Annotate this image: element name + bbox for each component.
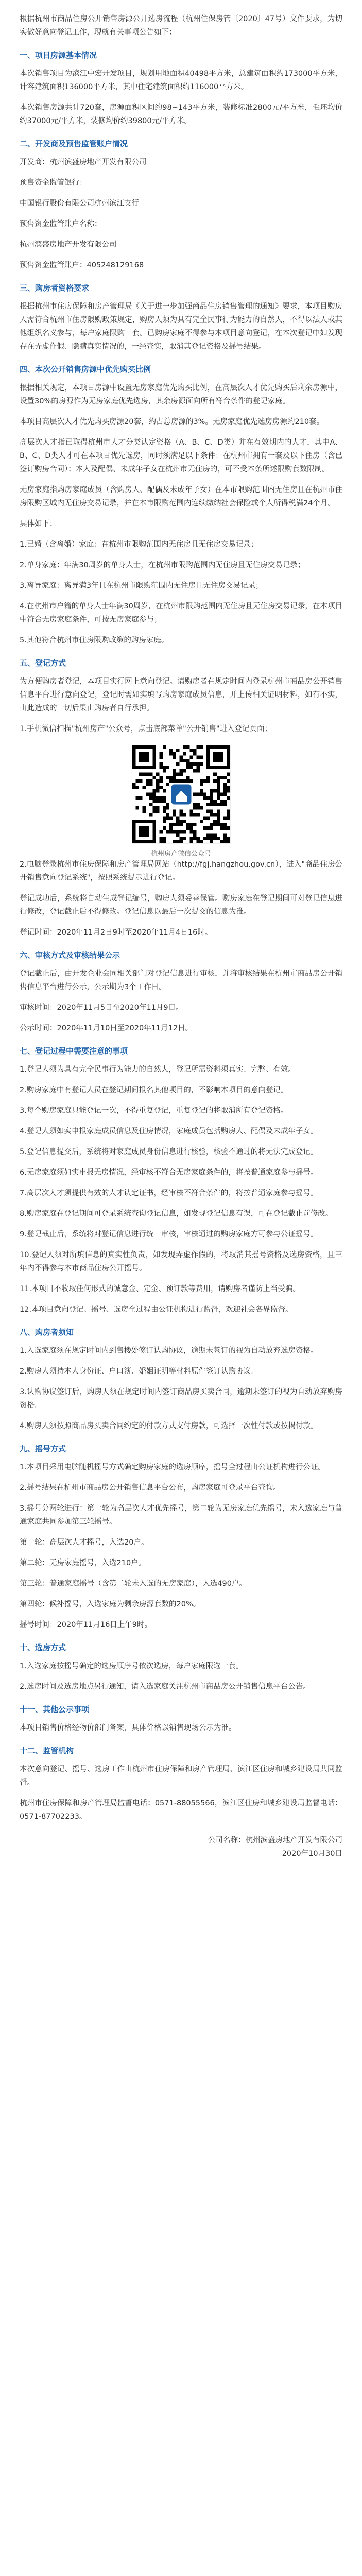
section-paragraph: 具体如下： [20, 520, 57, 528]
section-paragraph: 12.本项目意向登记、摇号、选房全过程由公证机构进行监督，欢迎社会各界监督。 [20, 1306, 293, 1314]
section-paragraph: 杭州滨盛房地产开发有限公司 [20, 241, 117, 249]
section-paragraph: 1.手机微信扫描"杭州房产"公众号，点击底部菜单"公开销售"进入登记页面； [20, 725, 272, 733]
section-paragraph: 第四轮：候补摇号，入选家庭为剩余房源套数的20%。 [20, 1600, 201, 1608]
section-paragraph: 2.单身家庭：年满30周岁的单身人士，在杭州市限购范围内无住房且无住房交易记录； [20, 561, 305, 569]
section-heading: 二、开发商及预售监管账户情况 [20, 139, 128, 148]
qr-caption: 杭州房产微信公众号 [150, 850, 211, 858]
footer [20, 1834, 342, 1860]
section-paragraph: 10.登记人须对所填信息的真实性负责，如发现弄虚作假的，将取消其摇号资格及选房资格，且三年内不得参与本市商品住房公开摇号。 [20, 1251, 342, 1273]
section-paragraph: 本项目销售价格经物价部门备案，具体价格以销售现场公示为准。 [20, 1724, 236, 1732]
section-paragraph: 本次销售房源共计720套，房源面积区间约98~143平方米，装修标准2800元/平方米，毛坯均价约37000元/平方米，装修均价约39800元/平方米。 [20, 104, 342, 125]
section-heading: 四、本次公开销售房源中优先购买比例 [20, 365, 151, 374]
section-heading: 十、选房方式 [20, 1643, 66, 1652]
section-heading: 六、审核方式及审核结果公示 [20, 951, 120, 960]
announcement-sections-continued [20, 858, 342, 1823]
section-paragraph: 第一轮：高层次人才摇号，入选20户。 [20, 1538, 149, 1547]
section-paragraph: 4.在杭州市户籍的单身人士年满30周岁，在杭州市限购范围内无住房且无住房交易记录，在本项目中符合无房家庭条件，可按无房家庭参与； [20, 602, 342, 624]
section-paragraph: 第二轮：无房家庭摇号，入选210户。 [20, 1559, 146, 1567]
section-heading: 八、购房者须知 [20, 1328, 74, 1337]
section-paragraph: 3.离异家庭：离异满3年且在杭州市限购范围内无住房且无住房交易记录； [20, 582, 263, 590]
section-paragraph: 1.入选家庭须在规定时间内到售楼处签订认购协议，逾期未签订的视为自动放弃选房资格。 [20, 1347, 318, 1355]
section-paragraph: 中国银行股份有限公司杭州滨江支行 [20, 199, 139, 208]
section-paragraph: 6.无房家庭须如实申报无房情况，经审核不符合无房家庭条件的，将按普通家庭参与摇号。 [20, 1168, 318, 1177]
section-heading: 十二、监管机构 [20, 1746, 74, 1755]
section-heading: 九、摇号方式 [20, 1444, 66, 1453]
section-paragraph: 3.摇号分两轮进行：第一轮为高层次人才优先摇号，第二轮为无房家庭优先摇号，未入选家庭与普通家庭共同参加第三轮摇号。 [20, 1504, 342, 1526]
section-paragraph: 2.购房人须持本人身份证、户口簿、婚姻证明等材料原件签订认购协议。 [20, 1367, 258, 1376]
section-heading: 十一、其他公示事项 [20, 1705, 90, 1714]
section-paragraph: 2.购房家庭中有登记人员在登记期间报名其他项目的，不影响本项目的意向登记。 [20, 1086, 288, 1094]
section-paragraph: 11.本项目不收取任何形式的诚意金、定金、预订款等费用，请购房者谨防上当受骗。 [20, 1285, 301, 1293]
section-paragraph: 预售资金监管账户：405248129168 [20, 261, 144, 269]
section-heading: 一、项目房源基本情况 [20, 50, 97, 60]
section-paragraph: 3.每个购房家庭只能登记一次，不得重复登记，重复登记的将取消所有登记资格。 [20, 1107, 288, 1115]
section-paragraph: 4.登记人须如实申报家庭成员信息及住房情况，家庭成员包括购房人、配偶及未成年子女。 [20, 1127, 318, 1136]
announcement-sections [20, 48, 342, 736]
section-paragraph: 审核时间：2020年11月5日至2020年11月9日。 [20, 1004, 183, 1012]
section-heading: 五、登记方式 [20, 658, 66, 668]
qr-code-icon[interactable] [132, 745, 231, 844]
section-paragraph: 预售资金监管账户名称： [20, 220, 102, 228]
section-paragraph: 1.已婚（含离婚）家庭：在杭州市限购范围内无住房且无住房交易记录； [20, 540, 258, 549]
section-paragraph: 根据杭州市住房保障和房产管理局《关于进一步加强商品住房销售管理的通知》要求，本项目购房人需符合杭州市住房限购政策规定，购房人须为具有完全民事行为能力的自然人，不得以法人或其他组织名义参与，每户家庭限购一套。已购房家庭不得参与本项目意向登记，在本次登记中如发现存在弄虚作假、隐瞒真实情况的，一经查实，取消其登记资格及摇号结果。 [20, 302, 342, 351]
section-paragraph: 9.登记截止后，系统将对登记信息进行统一审核，审核通过的购房家庭方可参与公证摇号。 [20, 1230, 318, 1239]
qr-code-block [125, 745, 238, 858]
section-paragraph: 第三轮：普通家庭摇号（含第二轮未入选的无房家庭），入选490户。 [20, 1580, 247, 1588]
section-paragraph: 本次意向登记、摇号、选房工作由杭州市住房保障和房产管理局、滨江区住房和城乡建设局共同监督。 [20, 1765, 342, 1787]
section-paragraph: 7.高层次人才须提供有效的人才认定证书，经审核不符合条件的，将按普通家庭参与摇号。 [20, 1189, 318, 1197]
section-paragraph: 无房家庭指购房家庭成员（含购房人、配偶及未成年子女）在本市限购范围内无住房且在杭州市住房限购区域内无住房交易记录，并在本市限购范围内连续缴纳社会保险或个人所得税满24个月。 [20, 486, 342, 507]
section-paragraph: 登记截止后，由开发企业会同相关部门对登记信息进行审核，并将审核结果在杭州市商品房公开销售信息平台进行公示，公示期为3个工作日。 [20, 970, 342, 991]
section-paragraph: 1.入选家庭按摇号确定的选房顺序号依次选房，每户家庭限选一套。 [20, 1662, 244, 1670]
section-paragraph: 1.本项目采用电脑随机摇号方式确定购房家庭的选房顺序，摇号全过程由公证机构进行公证。 [20, 1463, 325, 1471]
section-paragraph: 公示时间：2020年11月10日至2020年11月12日。 [20, 1024, 193, 1032]
section-paragraph: 本项目高层次人才优先购买房源20套，约占总房源的3%。无房家庭优先选房房源约210套。 [20, 418, 324, 426]
section-paragraph: 摇号时间：2020年11月16日上午9时。 [20, 1621, 152, 1629]
section-paragraph: 2.电脑登录杭州市住房保障和房产管理局网站（http://fgj.hangzhou.gov.cn），进入"商品住房公开销售意向登记系统"，按照系统提示进行登记。 [20, 860, 342, 882]
section-paragraph: 根据相关规定，本项目房源中设置无房家庭优先购买比例，在高层次人才优先购买后剩余房源中，设置30%的房源作为无房家庭优先选房，其余房源面向所有符合条件的登记家庭。 [20, 384, 342, 405]
intro-paragraph: 根据杭州市商品住房公开销售房源公开选房流程（杭州住保房管〔2020〕47号）文件要求，为切实做好意向登记工作，现就有关事项公告如下： [20, 15, 342, 37]
section-paragraph: 预售资金监管银行： [20, 179, 87, 187]
section-paragraph: 8.购房家庭在登记期间可登录系统查询登记信息，如发现登记信息有误，可在登记截止前修改。 [20, 1210, 333, 1218]
section-paragraph: 杭州市住房保障和房产管理局监督电话：0571-88055566，滨江区住房和城乡建设局监督电话：0571-87702233。 [20, 1799, 342, 1821]
section-paragraph: 登记时间：2020年11月2日9时至2020年11月4日16时。 [20, 928, 213, 937]
section-paragraph: 4.购房人须按照商品房买卖合同约定的付款方式支付房款，可选择一次性付款或按揭付款。 [20, 1422, 318, 1430]
section-paragraph: 2.选房时间及选房地点另行通知，请入选家庭关注杭州市商品房公开销售信息平台公告。 [20, 1683, 311, 1691]
section-paragraph: 5.登记信息提交后，系统将对家庭成员身份信息进行核验，核验不通过的将无法完成登记。 [20, 1148, 318, 1156]
footer-company: 公司名称：杭州滨盛房地产开发有限公司 [208, 1836, 342, 1844]
section-paragraph: 5.其他符合杭州市住房限购政策的购房家庭。 [20, 636, 169, 645]
section-paragraph: 开发商：杭州滨盛房地产开发有限公司 [20, 158, 147, 166]
section-paragraph: 2.摇号结果在杭州市商品房公开销售信息平台公布，购房家庭可登录平台查询。 [20, 1484, 281, 1492]
section-paragraph: 3.认购协议签订后，购房人须在规定时间内签订商品房买卖合同，逾期未签订的视为自动放弃购房资格。 [20, 1388, 342, 1410]
section-heading: 三、购房者资格要求 [20, 283, 90, 293]
section-paragraph: 高层次人才指已取得杭州市人才分类认定资格（A、B、C、D类）并在有效期内的人才，其中A、B、C、D类人才可在本项目优先选房，同时须满足以下条件：在杭州市拥有一套及以下住房（含已签订购房合同）；本人及配偶、未成年子女在杭州市无住房的，可不受本条所述限购套数限制。 [20, 438, 342, 473]
section-paragraph: 本次销售项目为滨江中宏开发项目，规划用地面积40498平方米，总建筑面积约173000平方米，计容建筑面积136000平方米，其中住宅建筑面积约116000平方米。 [20, 70, 342, 91]
section-heading: 七、登记过程中需要注意的事项 [20, 1046, 128, 1056]
section-paragraph: 登记成功后，系统将自动生成登记编号，购房人须妥善保管。购房家庭在登记期间可对登记信息进行修改，登记截止后不得修改。登记信息以最后一次提交的信息为准。 [20, 894, 342, 916]
section-paragraph: 为方便购房者登记，本项目实行网上意向登记。请购房者在规定时间内登录杭州市商品房公开销售信息平台进行意向登记，登记时需如实填写购房家庭成员信息，并上传相关证明材料，如有不实，由此造成的一切后果由购房者自行承担。 [20, 677, 342, 713]
section-paragraph: 1.登记人须为具有完全民事行为能力的自然人，登记所需资料须真实、完整、有效。 [20, 1065, 296, 1074]
footer-date: 2020年10月30日 [282, 1850, 342, 1858]
